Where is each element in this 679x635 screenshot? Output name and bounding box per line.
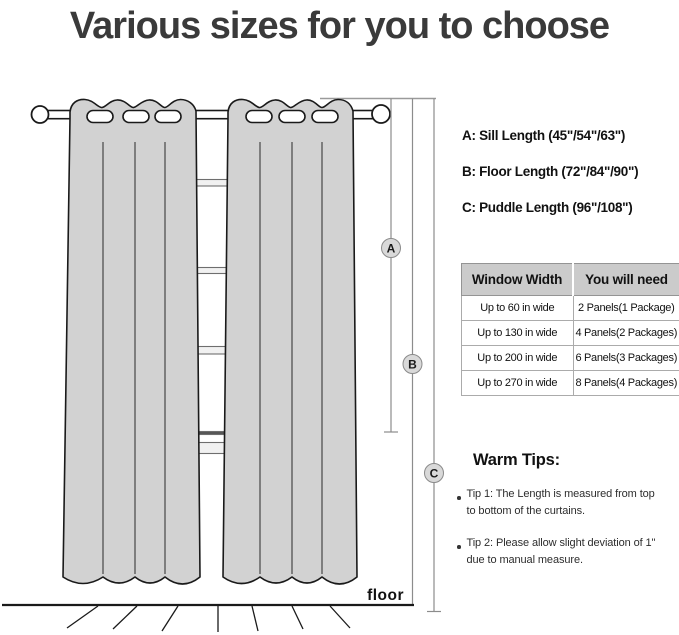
length-item-sill: A: Sill Length (45"/54"/63") — [462, 128, 626, 143]
grommet-icon — [312, 111, 338, 123]
table-header-row — [462, 264, 679, 296]
window-muntin — [193, 180, 230, 187]
tip-item — [456, 535, 676, 568]
grommet-icon — [279, 111, 305, 123]
cell-width: Up to 200 in wide — [462, 346, 574, 371]
col-header-window-width: Window Width — [462, 264, 574, 296]
cell-width: Up to 130 in wide — [462, 321, 574, 346]
marker-label-b: B — [408, 357, 417, 372]
length-legend — [462, 128, 638, 236]
marker-label-c: C — [429, 466, 439, 481]
length-item-puddle: C: Puddle Length (96"/108") — [462, 200, 633, 215]
cell-panels: 4 Panels(2 Packages) — [573, 321, 679, 346]
cell-panels: 8 Panels(4 Packages) — [573, 371, 679, 396]
col-header-you-will-need: You will need — [573, 264, 679, 296]
length-item-floor: B: Floor Length (72"/84"/90") — [462, 164, 639, 179]
page-title: Various sizes for you to choose — [69, 5, 610, 47]
curtain-panel-left — [63, 99, 200, 584]
grommet-icon — [87, 111, 113, 123]
marker-label-a: A — [386, 241, 396, 256]
tip-text: Tip 2: Please allow slight deviation of 1" due to manual measure. — [466, 537, 656, 566]
floor-hatching — [67, 606, 350, 632]
window-width-table — [461, 263, 679, 396]
bullet-dot-icon — [457, 545, 461, 549]
cell-panels: 2 Panels(1 Package) — [573, 296, 679, 321]
cell-panels: 6 Panels(3 Packages) — [573, 346, 679, 371]
rod-finial-right-icon — [372, 105, 390, 123]
bullet-dot-icon — [457, 496, 461, 500]
tip-text: Tip 1: The Length is measured from top to bottom of the curtains. — [466, 488, 655, 517]
rod-finial-left-icon — [32, 106, 49, 123]
cell-width: Up to 270 in wide — [462, 371, 574, 396]
cell-width: Up to 60 in wide — [462, 296, 574, 321]
warm-tips-section — [456, 451, 676, 568]
grommet-icon — [246, 111, 272, 123]
table-row — [462, 346, 679, 371]
grommet-icon — [155, 111, 181, 123]
warm-tips-heading: Warm Tips: — [473, 451, 560, 469]
curtain-panel-right — [223, 99, 357, 584]
table-row — [462, 321, 679, 346]
tip-item — [456, 486, 676, 519]
table-row — [462, 371, 679, 396]
grommet-icon — [123, 111, 149, 123]
table-row — [462, 296, 679, 321]
floor-label: floor — [367, 587, 404, 604]
